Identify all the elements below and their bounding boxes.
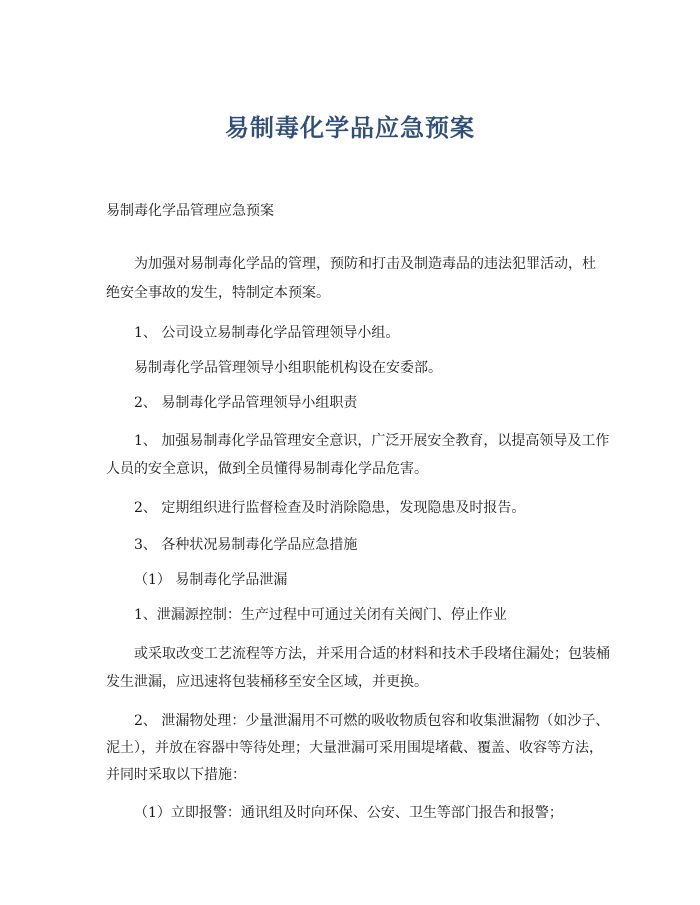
paragraph-line: （1）立即报警：通讯组及时向环保、公安、卫生等部门报告和报警；	[134, 805, 563, 821]
paragraph-line: 发生泄漏，应迅速将包装桶移至安全区域，并更换。	[106, 674, 428, 690]
paragraph-line: 为加强对易制毒化学品的管理，预防和打击及制造毒品的违法犯罪活动，杜	[134, 256, 596, 272]
paragraph-line: 2、 易制毒化学品管理领导小组职责	[134, 395, 358, 411]
paragraph-line: 1、 加强易制毒化学品管理安全意识，广泛开展安全教育，以提高领导及工作	[134, 433, 610, 449]
paragraph-line: 2、 泄漏物处理：少量泄漏用不可燃的吸收物质包容和收集泄漏物（如沙子、	[134, 713, 610, 729]
paragraph-line: 1、 公司设立易制毒化学品管理领导小组。	[134, 325, 400, 341]
paragraph-line: 泥土），并放在容器中等待处理；大量泄漏可采用围堤堵截、覆盖、收容等方法，	[106, 740, 603, 756]
paragraph-line: 易制毒化学品管理领导小组职能机构设在安委部。	[134, 360, 442, 376]
paragraph-line: 人员的安全意识，做到全员懂得易制毒化学品危害。	[106, 461, 428, 477]
paragraph-line: （1） 易制毒化学品泄漏	[134, 572, 288, 588]
paragraph-line: 1、泄漏源控制：生产过程中可通过关闭有关阀门、停止作业	[134, 607, 507, 623]
paragraph-line: 并同时采取以下措施：	[106, 767, 246, 783]
paragraph-line: 3、 各种状况易制毒化学品应急措施	[134, 537, 358, 553]
paragraph-line: 或采取改变工艺流程等方法，并采用合适的材料和技术手段堵住漏处；包装桶	[134, 646, 610, 662]
document-subtitle: 易制毒化学品管理应急预案	[106, 203, 274, 219]
paragraph-line: 绝安全事故的发生，特制定本预案。	[106, 285, 330, 301]
document-title: 易制毒化学品应急预案	[225, 113, 475, 142]
paragraph-line: 2、 定期组织进行监督检查及时消除隐患，发现隐患及时报告。	[134, 500, 526, 516]
